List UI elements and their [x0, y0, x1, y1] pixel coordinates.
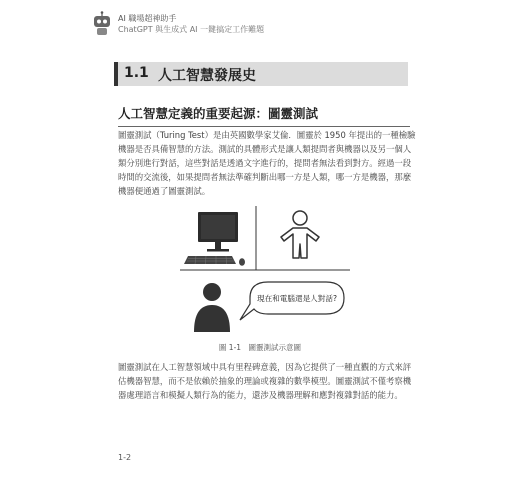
book-subtitle: ChatGPT 與生成式 AI 一鍵搞定工作難題	[118, 25, 265, 34]
paragraph-line: 類分別進行對話，這些對話是透過文字進行的，提問者無法看到對方。經過一段	[118, 158, 412, 168]
subheading: 人工智慧定義的重要起源：圖靈測試	[118, 104, 410, 127]
section-title: 人工智慧發展史	[158, 68, 256, 84]
paragraph-line: 圖靈測試在人工智慧領域中具有里程碑意義，因為它提供了一種直觀的方式來評	[118, 362, 412, 372]
paragraph-2	[118, 360, 414, 402]
person-silhouette-icon	[194, 283, 230, 332]
section-number: 1.1	[124, 65, 149, 81]
turing-test-figure	[180, 206, 350, 336]
paragraph-1	[118, 128, 414, 198]
computer-icon	[184, 212, 245, 266]
speech-text: 現在和電腦還是人對話?	[257, 294, 337, 303]
page-number: 1-2	[118, 453, 132, 462]
person-icon	[281, 211, 319, 258]
paragraph-line: 估機器智慧，而不是依賴於抽象的理論或複雜的數學模型。圖靈測試不僅考察機	[118, 376, 412, 386]
section-heading	[114, 62, 408, 86]
paragraph-line: 時間的交流後，如果提問者無法準確判斷出哪一方是人類，哪一方是機器，那麼	[118, 172, 412, 182]
paragraph-line: 器處理語言和模擬人類行為的能力，還涉及機器理解和應對複雜對話的能力。	[118, 390, 403, 400]
book-title: AI 職場超神助手	[118, 14, 177, 23]
speech-bubble	[240, 282, 344, 320]
robot-icon	[92, 11, 112, 37]
figure-caption: 圖 1-1 圖靈測試示意圖	[218, 343, 302, 352]
paragraph-line: 機器便通過了圖靈測試。	[118, 186, 211, 196]
paragraph-line: 機器是否具備智慧的方法。測試的具體形式是讓人類提問者與機器以及另一個人	[118, 144, 412, 154]
paragraph-line: 圖靈測試（Turing Test）是由英國數學家艾倫．圖靈於 1950 年提出的一種檢驗	[118, 130, 416, 140]
